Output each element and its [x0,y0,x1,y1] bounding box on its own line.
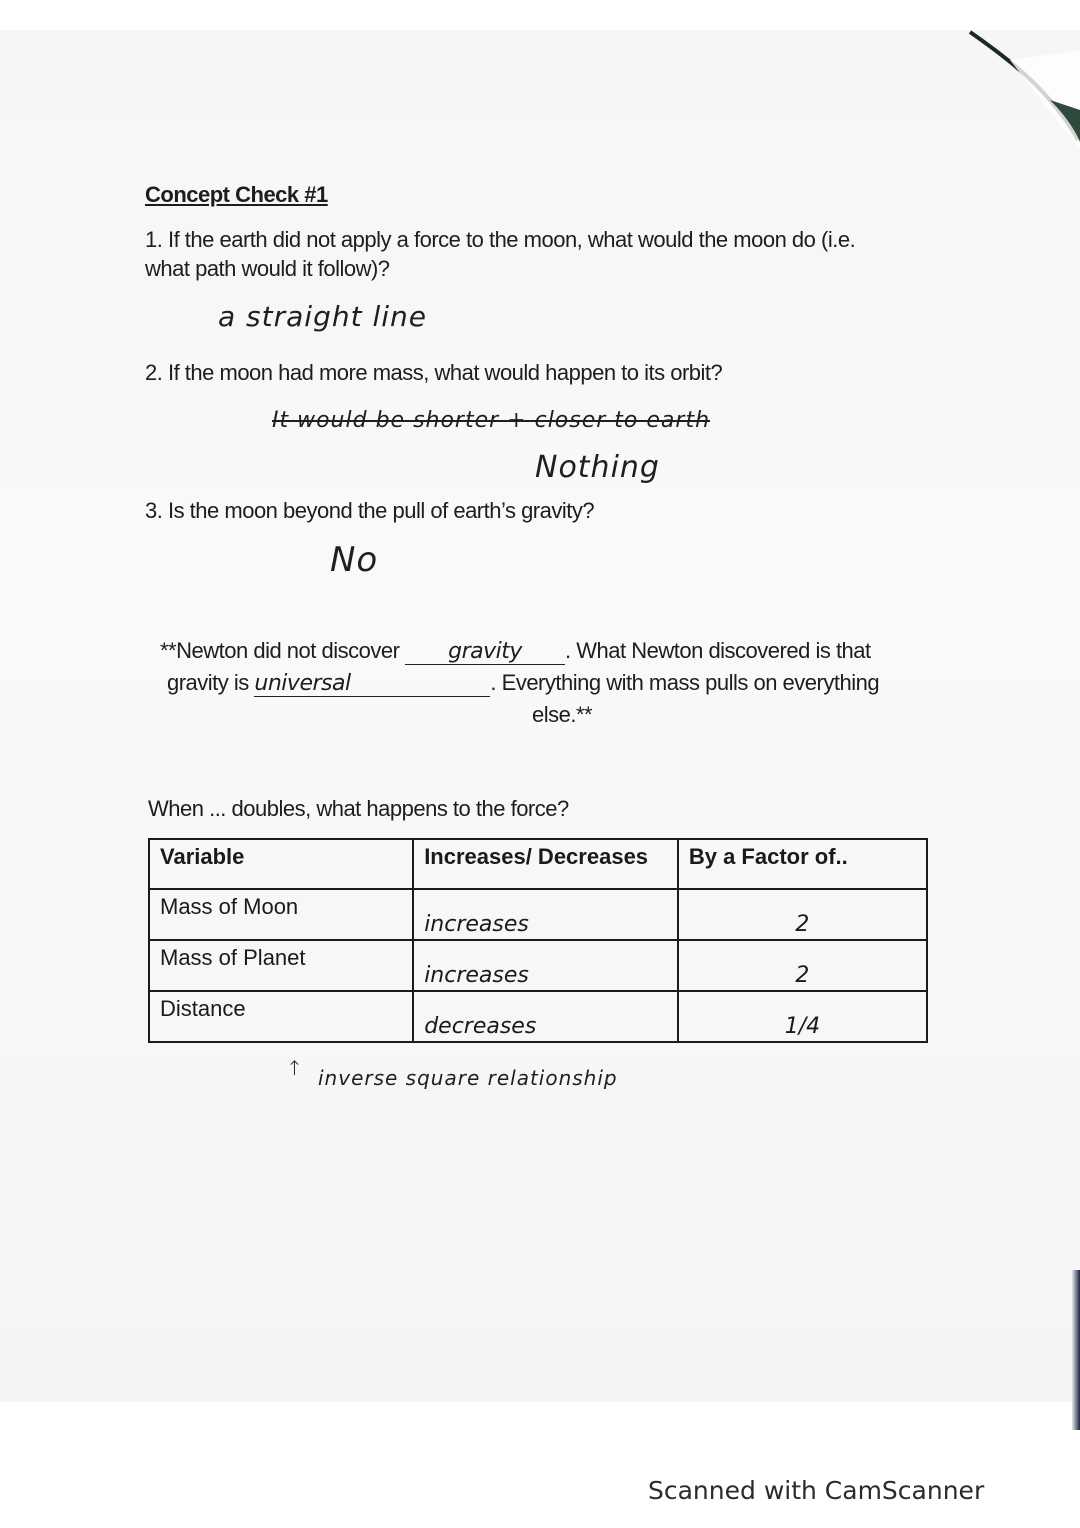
newton-text-part4: . Everything with mass pulls on everything [490,670,880,695]
force-factor-table [148,838,928,1043]
table-prompt: When ... doubles, what happens to the force? [148,796,569,821]
cell-variable: Mass of Moon [149,889,413,940]
worksheet-title: Concept Check #1 [145,182,328,207]
question-3-text: 3. Is the moon beyond the pull of earth’s gravity? [145,498,595,523]
answer-2-crossed-out: It would be shorter + closer to earth [272,408,711,433]
question-1-text-line2: what path would it follow)? [145,256,390,281]
cell-direction: decreases [413,991,678,1042]
newton-text-part3: gravity is [167,670,249,695]
answer-1: a straight line [218,300,428,333]
page-corner-fold [950,30,1080,150]
cell-direction: increases [413,889,678,940]
cell-factor: 2 [678,940,927,991]
header-factor: By a Factor of.. [678,839,927,889]
blank-universal: universal [254,672,490,697]
newton-text-part1: **Newton did not discover [160,638,400,663]
table-row [149,940,927,991]
answer-3: No [330,540,379,580]
header-variable: Variable [149,839,413,889]
table-header-row [149,839,927,889]
cell-factor: 1/4 [678,991,927,1042]
camscanner-watermark: Scanned with CamScanner [648,1476,985,1505]
question-2-text: 2. If the moon had more mass, what would happen to its orbit? [145,360,723,385]
newton-statement-line1 [160,638,871,665]
table-row [149,991,927,1042]
table-row [149,889,927,940]
inverse-square-note: inverse square relationship [318,1066,618,1090]
cell-variable: Mass of Planet [149,940,413,991]
blank-gravity: gravity [405,640,565,665]
cell-direction: increases [413,940,678,991]
answer-2: Nothing [535,450,660,485]
arrow-up-icon: ↑ [286,1056,304,1080]
newton-statement-line2 [167,670,879,697]
newton-text-part5: else.** [532,702,593,727]
cell-variable: Distance [149,991,413,1042]
cell-factor: 2 [678,889,927,940]
header-direction: Increases/ Decreases [413,839,678,889]
newton-text-part2: . What Newton discovered is that [565,638,871,663]
question-1-text: 1. If the earth did not apply a force to the moon, what would the moon do (i.e. [145,227,856,252]
